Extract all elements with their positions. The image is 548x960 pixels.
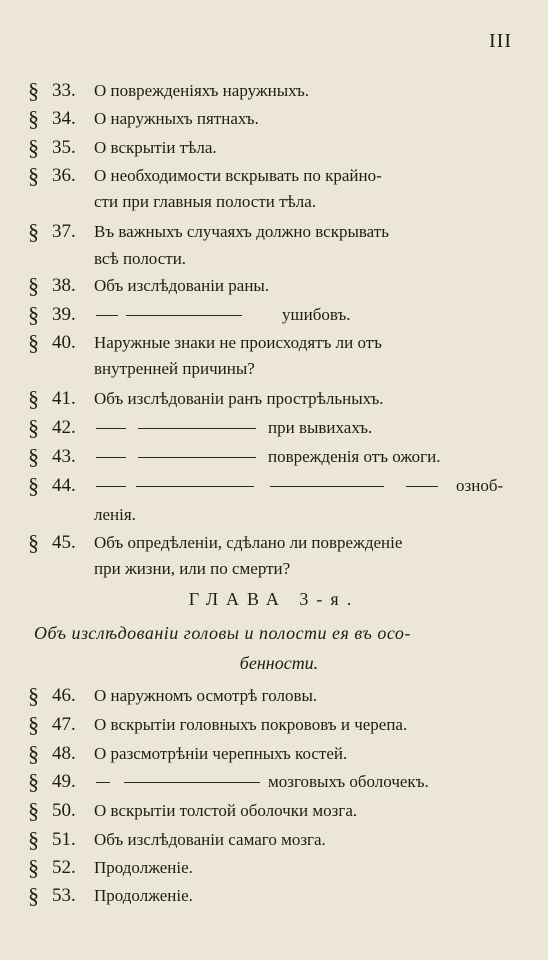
- ditto-rule: [406, 486, 438, 487]
- section-sign: §: [28, 855, 39, 880]
- section-title-continuation: внутренней причины?: [94, 359, 255, 378]
- section-sign: §: [28, 219, 39, 244]
- section-sign: §: [28, 530, 39, 555]
- section-sign: §: [28, 273, 39, 298]
- list-item: [0, 384, 548, 414]
- section-sign: §: [28, 386, 39, 411]
- section-number: 53.: [52, 885, 76, 906]
- list-item: [0, 825, 548, 855]
- section-number: 33.: [52, 80, 76, 101]
- section-title: Объ изслѣдованіи раны.: [94, 276, 270, 295]
- list-item-continuation: [0, 500, 548, 530]
- ditto-rule: [96, 428, 126, 429]
- list-item: [0, 271, 548, 301]
- page-number: III: [489, 30, 512, 52]
- section-number: 35.: [52, 137, 76, 158]
- section-number: 49.: [52, 771, 76, 792]
- section-sign: §: [28, 163, 39, 188]
- section-title-continuation: сти при главныя полости тѣла.: [94, 192, 317, 211]
- section-number: 37.: [52, 221, 76, 242]
- section-title: О наружныхъ пятнахъ.: [94, 109, 259, 128]
- list-item: [0, 76, 548, 106]
- section-number: 52.: [52, 857, 76, 878]
- section-title: ушибовъ.: [282, 305, 351, 324]
- section-title: Продолженіе.: [94, 886, 193, 905]
- list-item: [0, 104, 548, 134]
- list-item-continuation: [0, 244, 548, 274]
- ditto-rule: [96, 782, 110, 783]
- list-item: [0, 300, 548, 330]
- section-number: 48.: [52, 743, 76, 764]
- section-title: при вывихахъ.: [268, 418, 373, 437]
- section-number: 42.: [52, 417, 76, 438]
- section-sign: §: [28, 712, 39, 737]
- section-title: О вскрытіи толстой оболочки мозга.: [94, 801, 358, 820]
- section-title: Наружные знаки не происходятъ ли отъ: [94, 333, 382, 352]
- ditto-rule: [96, 315, 118, 316]
- section-sign: §: [28, 415, 39, 440]
- ditto-rule: [138, 457, 256, 458]
- section-sign: §: [28, 798, 39, 823]
- list-item: [0, 471, 548, 501]
- section-sign: §: [28, 444, 39, 469]
- section-title: О поврежденіяхъ наружныхъ.: [94, 81, 310, 100]
- section-sign: §: [28, 302, 39, 327]
- section-title: Въ важныхъ случаяхъ должно вскрывать: [94, 222, 389, 241]
- section-title: Объ изслѣдованіи самаго мозга.: [94, 830, 326, 849]
- section-sign: §: [28, 741, 39, 766]
- section-sign: §: [28, 135, 39, 160]
- ditto-rule: [136, 486, 254, 487]
- section-sign: §: [28, 106, 39, 131]
- section-sign: §: [28, 883, 39, 908]
- ditto-rule: [138, 428, 256, 429]
- list-item: [0, 217, 548, 247]
- list-item: [0, 767, 548, 797]
- section-sign: §: [28, 330, 39, 355]
- section-title: О необходимости вскрывать по крайно-: [94, 166, 382, 185]
- section-number: 46.: [52, 685, 76, 706]
- section-number: 45.: [52, 532, 76, 553]
- section-title: О вскрытіи головныхъ покрововъ и черепа.: [94, 715, 408, 734]
- section-title: поврежденія отъ ожоги.: [268, 447, 441, 466]
- list-item: [0, 796, 548, 826]
- ditto-rule: [96, 457, 126, 458]
- list-item: [0, 681, 548, 711]
- section-number: 51.: [52, 829, 76, 850]
- list-item: [0, 739, 548, 769]
- section-number: 44.: [52, 475, 76, 496]
- ditto-rule: [270, 486, 384, 487]
- section-number: 39.: [52, 304, 76, 325]
- list-item: [0, 881, 548, 911]
- section-number: 38.: [52, 275, 76, 296]
- section-number: 36.: [52, 165, 76, 186]
- list-item: [0, 442, 548, 472]
- list-item: [0, 710, 548, 740]
- section-sign: §: [28, 473, 39, 498]
- ditto-rule: [126, 315, 242, 316]
- section-title: мозговыхъ оболочекъ.: [268, 772, 429, 791]
- section-number: 43.: [52, 446, 76, 467]
- list-item: [0, 853, 548, 883]
- section-title: Продолженіе.: [94, 858, 193, 877]
- list-item: [0, 133, 548, 163]
- chapter-heading: ГЛАВА 3-я.: [188, 589, 360, 609]
- section-title: Объ изслѣдованіи ранъ прострѣльныхъ.: [94, 389, 384, 408]
- list-item-continuation: [0, 187, 548, 217]
- ditto-rule: [96, 486, 126, 487]
- section-title: озноб-: [456, 476, 504, 495]
- list-item-continuation: [0, 554, 548, 584]
- section-title: О разсмотрѣніи черепныхъ костей.: [94, 744, 348, 763]
- section-title-continuation: всѣ полости.: [94, 249, 187, 268]
- section-title-continuation: ленія.: [94, 505, 136, 524]
- ditto-rule: [124, 782, 260, 783]
- list-item-continuation: [0, 354, 548, 384]
- section-number: 40.: [52, 332, 76, 353]
- section-title: Объ опредѣленіи, сдѣлано ли поврежденіе: [94, 533, 403, 552]
- section-title-continuation: при жизни, или по смерти?: [94, 559, 291, 578]
- section-number: 50.: [52, 800, 76, 821]
- chapter-subtitle: Объ изслѣдованіи головы и полости ея въ осо-: [34, 623, 411, 643]
- section-title: О вскрытіи тѣла.: [94, 138, 217, 157]
- section-number: 47.: [52, 714, 76, 735]
- section-title: О наружномъ осмотрѣ головы.: [94, 686, 318, 705]
- section-sign: §: [28, 827, 39, 852]
- section-sign: §: [28, 78, 39, 103]
- section-sign: §: [28, 683, 39, 708]
- section-number: 41.: [52, 388, 76, 409]
- list-item: [0, 413, 548, 443]
- chapter-subtitle-continuation: бенности.: [239, 653, 319, 673]
- section-sign: §: [28, 769, 39, 794]
- section-number: 34.: [52, 108, 76, 129]
